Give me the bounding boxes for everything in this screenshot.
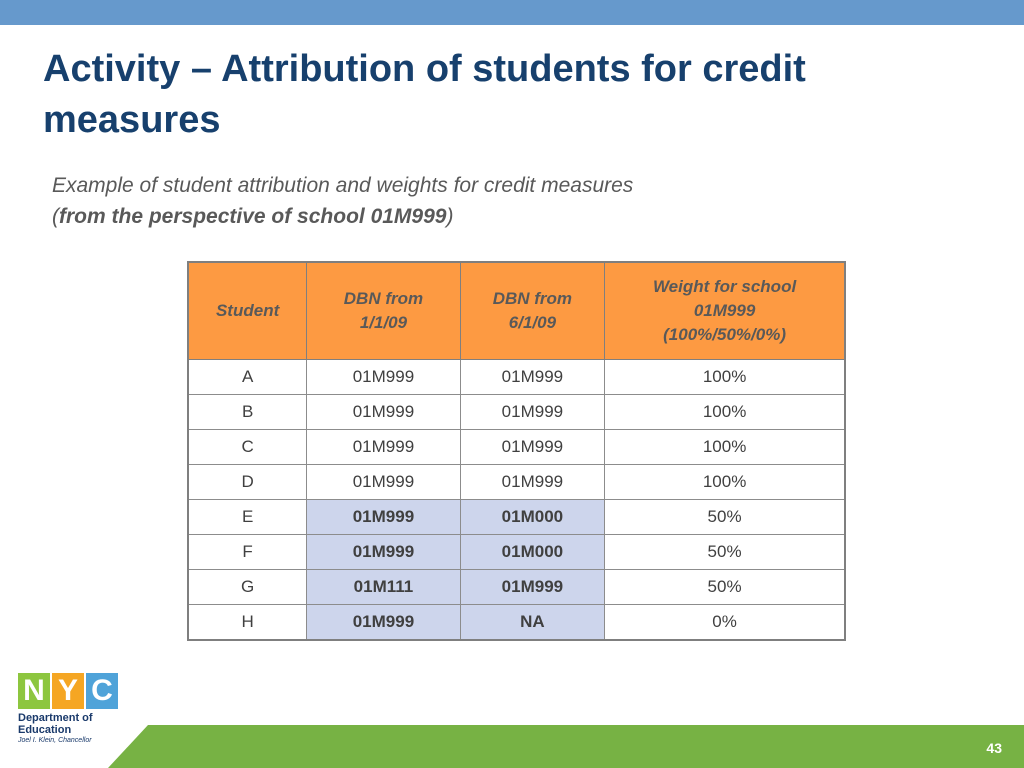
cell-dbn-jun: 01M999 — [460, 465, 604, 500]
cell-dbn-jun: 01M000 — [460, 535, 604, 570]
cell-dbn-jan: 01M999 — [307, 535, 460, 570]
logo-letter-c: C — [86, 673, 118, 709]
header-dbn-jan-line2: 1/1/09 — [359, 313, 408, 332]
cell-weight: 50% — [605, 570, 845, 605]
header-weight-line3: (100%/50%/0%) — [663, 325, 786, 344]
table-row — [188, 570, 845, 605]
logo-dept-line1: Department of — [18, 712, 93, 724]
table-row — [188, 360, 845, 395]
table-row — [188, 500, 845, 535]
top-accent-bar — [0, 0, 1024, 25]
cell-dbn-jun: 01M000 — [460, 500, 604, 535]
header-weight-line1: Weight for school — [652, 277, 797, 296]
table-row — [188, 465, 845, 500]
header-dbn-jun-line2: 6/1/09 — [508, 313, 557, 332]
cell-dbn-jun: NA — [460, 605, 604, 641]
table-row — [188, 535, 845, 570]
cell-weight: 100% — [605, 360, 845, 395]
cell-dbn-jan: 01M999 — [307, 500, 460, 535]
logo-letter-y: Y — [52, 673, 84, 709]
cell-dbn-jan: 01M999 — [307, 360, 460, 395]
footer-green-bar — [0, 725, 1024, 768]
subtitle-line-1: Example of student attribution and weights for credit measures — [52, 174, 634, 197]
cell-dbn-jan: 01M999 — [307, 605, 460, 641]
cell-weight: 0% — [605, 605, 845, 641]
cell-weight: 100% — [605, 395, 845, 430]
header-student: Student — [188, 262, 307, 360]
cell-student: H — [188, 605, 307, 641]
header-weight-line2: 01M999 — [693, 301, 756, 320]
subtitle-paren-close: ) — [446, 205, 454, 228]
cell-dbn-jun: 01M999 — [460, 570, 604, 605]
cell-dbn-jun: 01M999 — [460, 360, 604, 395]
cell-weight: 50% — [605, 535, 845, 570]
footer-green-shape — [108, 725, 1024, 768]
cell-weight: 50% — [605, 500, 845, 535]
cell-dbn-jun: 01M999 — [460, 395, 604, 430]
table-header-row — [188, 262, 845, 360]
cell-weight: 100% — [605, 430, 845, 465]
logo-chancellor: Joel I. Klein, Chancellor — [18, 737, 92, 744]
slide-title: Activity – Attribution of students for credit measures — [43, 48, 806, 141]
cell-student: G — [188, 570, 307, 605]
cell-student: A — [188, 360, 307, 395]
cell-student: E — [188, 500, 307, 535]
subtitle-paren-open: ( — [52, 205, 59, 228]
cell-dbn-jun: 01M999 — [460, 430, 604, 465]
header-dbn-jan — [307, 262, 460, 360]
table-row — [188, 430, 845, 465]
cell-student: F — [188, 535, 307, 570]
header-dbn-jun-line1: DBN from — [492, 289, 573, 308]
attribution-table — [187, 261, 846, 641]
logo-dept-line2: Education — [18, 724, 72, 736]
table-row — [188, 395, 845, 430]
cell-dbn-jan: 01M111 — [307, 570, 460, 605]
table-row — [188, 605, 845, 641]
cell-weight: 100% — [605, 465, 845, 500]
cell-student: C — [188, 430, 307, 465]
subtitle-school-emphasis: from the perspective of school 01M999 — [59, 205, 447, 228]
cell-student: B — [188, 395, 307, 430]
cell-dbn-jan: 01M999 — [307, 465, 460, 500]
cell-student: D — [188, 465, 307, 500]
header-weight — [605, 262, 845, 360]
slide-subtitle — [52, 170, 952, 232]
nyc-logo-mark — [18, 673, 128, 709]
logo-letter-n: N — [18, 673, 50, 709]
subtitle-line-2 — [52, 201, 952, 232]
cell-dbn-jan: 01M999 — [307, 395, 460, 430]
cell-dbn-jan: 01M999 — [307, 430, 460, 465]
header-dbn-jun — [460, 262, 604, 360]
page-number: 43 — [986, 740, 1002, 756]
header-dbn-jan-line1: DBN from — [343, 289, 424, 308]
